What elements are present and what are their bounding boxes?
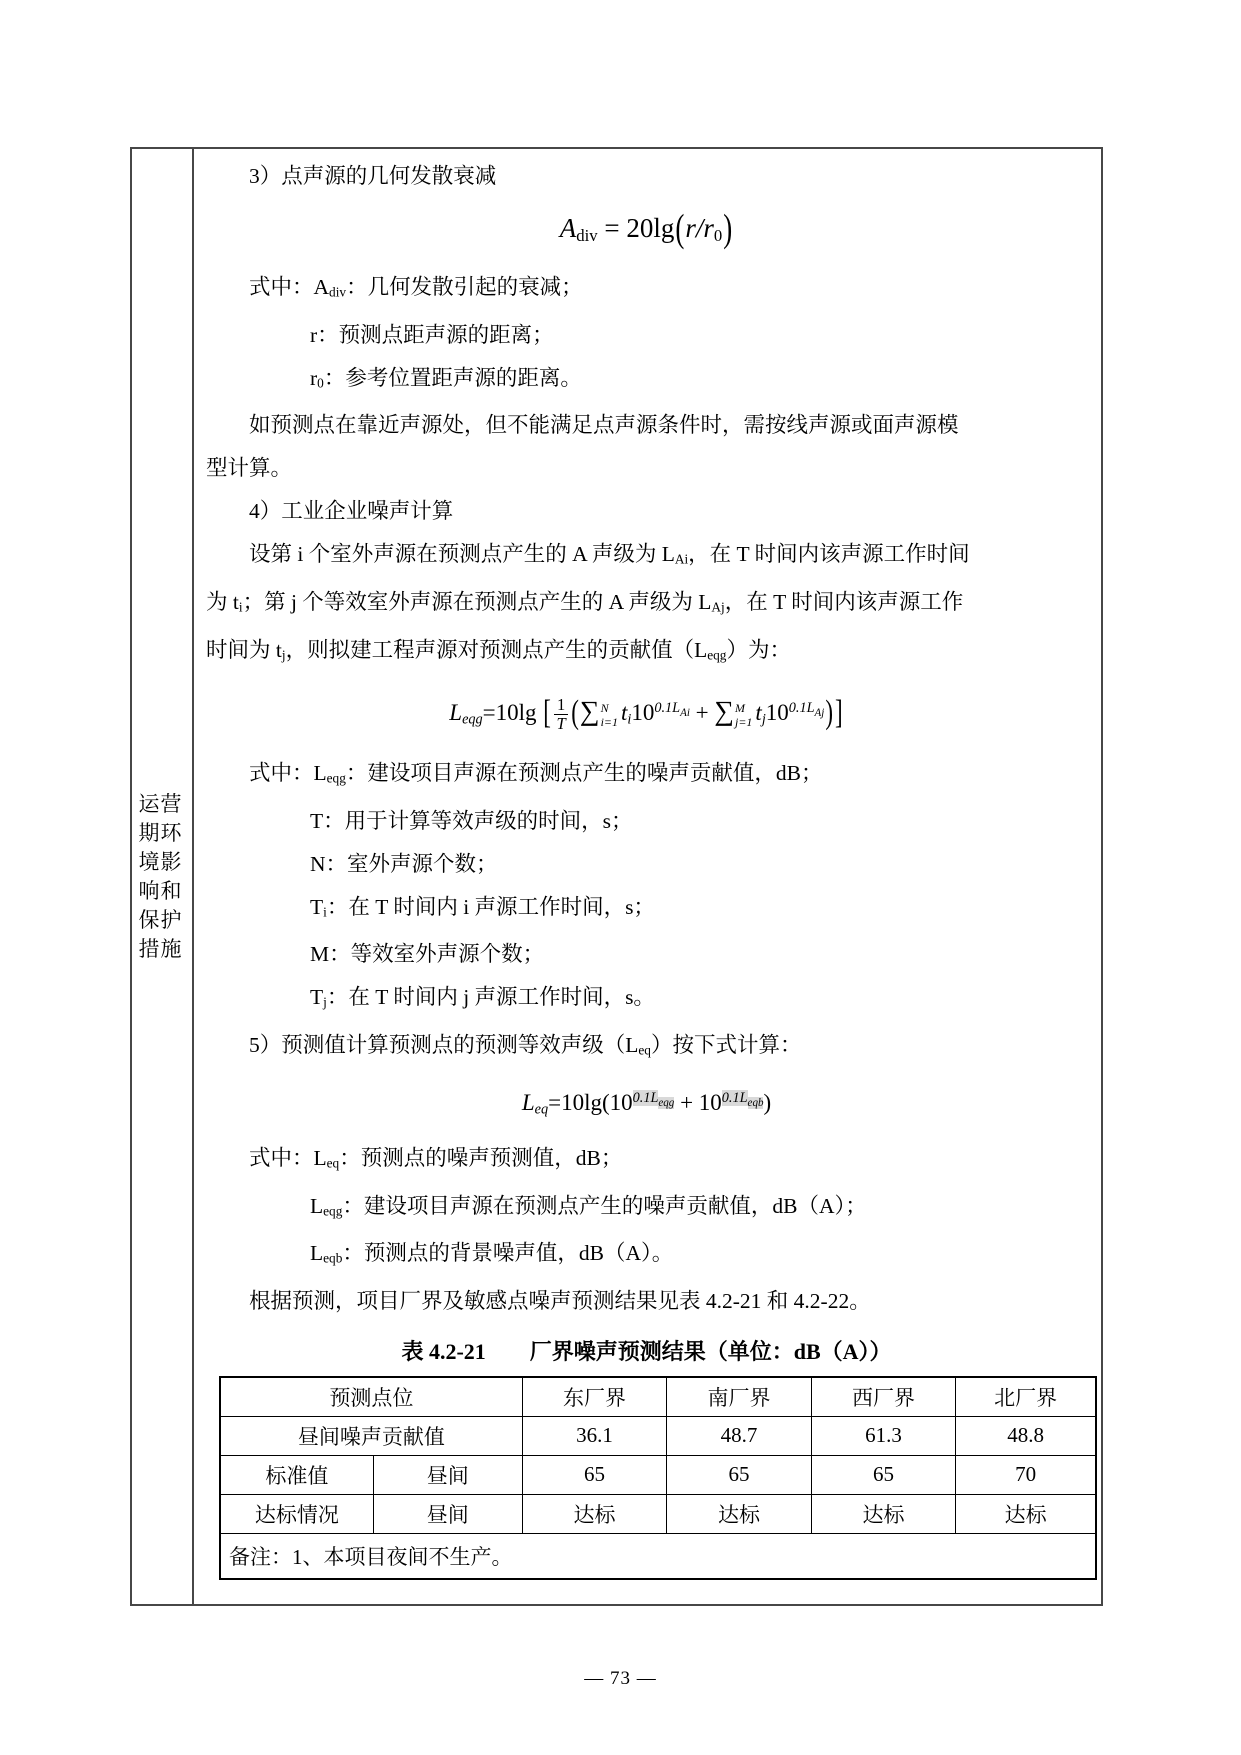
header-cell: 北厂界 — [956, 1377, 1096, 1417]
table-row — [220, 1377, 1096, 1417]
table-title: 表 4.2-21 厂界噪声预测结果（单位：dB（A）） — [401, 1338, 892, 1364]
row-label-cell: 标准值 — [220, 1455, 373, 1494]
value-cell: 达标 — [522, 1494, 667, 1533]
value-cell: 达标 — [811, 1494, 956, 1533]
table-row — [220, 1455, 1096, 1494]
noise-prediction-table — [219, 1376, 1097, 1580]
section-row-label: 运营期环境影响和保护措施 — [138, 791, 183, 961]
text-line: $r_0$：参考位置距声源的距离。 — [310, 365, 582, 391]
text-line: $T_j$：在 T 时间内 j 声源工作时间，s。 — [310, 985, 655, 1010]
value-cell: 48.8 — [956, 1416, 1096, 1455]
text-line: 型计算。 — [206, 456, 293, 481]
report-table-frame — [130, 147, 1103, 1606]
text-line: 式中：$A_{div}$：几何发散引起的衰减； — [249, 275, 583, 300]
period-cell: 昼间 — [373, 1494, 522, 1533]
text-line: $L_{eqg}$：建设项目声源在预测点产生的噪声贡献值，dB（A）； — [310, 1193, 867, 1219]
text-line: 5）预测值计算预测点的预测等效声级$(L_{eq})$按下式计算： — [249, 1032, 802, 1058]
text-line: r：预测点距声源的距离； — [310, 322, 554, 347]
value-cell: 达标 — [667, 1494, 812, 1533]
text-line: 如预测点在靠近声源处，但不能满足点声源条件时，需按线声源或面声源模 — [249, 413, 959, 438]
note-cell: 备注：1、本项目夜间不生产。 — [220, 1533, 1096, 1579]
formula-predicted-level: $Leq=10\lg(10^{0.1L}eqg + 10^{0.1L}eqb)$ — [521, 1090, 772, 1118]
text-line: 时间为 $t_j$，则拟建工程声源对预测点产生的贡献值$(L_{eqg})$为： — [206, 637, 791, 663]
text-line: $T_i$：在 T 时间内 i 声源工作时间，s； — [310, 894, 655, 920]
value-cell: 36.1 — [522, 1416, 667, 1455]
value-cell: 70 — [956, 1455, 1096, 1494]
header-cell: 预测点位 — [220, 1377, 522, 1417]
value-cell: 61.3 — [811, 1416, 956, 1455]
page-number: — 73 — — [584, 1668, 657, 1689]
text-line: 设第 i 个室外声源在预测点产生的 A 声级为 $L_{Ai}$，在 T 时间内该声源工作时间 — [249, 542, 970, 568]
text-line: 式中：$L_{eqg}$：建设项目声源在预测点产生的噪声贡献值，dB； — [249, 760, 823, 786]
value-cell: 达标 — [956, 1494, 1096, 1533]
value-cell: 65 — [522, 1455, 667, 1494]
formula-equivalent-contribution: Leqg=10lg [ $\frac{1}{T}$ (∑ N i=1 $ti10^{0.1L}Ai$ + ∑ M j=1 $tj10^{0.1L}Aj$)] — [449, 694, 843, 733]
value-cell: 65 — [667, 1455, 812, 1494]
section-content — [194, 149, 1101, 1604]
value-cell: 65 — [811, 1455, 956, 1494]
text-line: 3）点声源的几何发散衰减 — [249, 164, 497, 188]
text-line: 4）工业企业噪声计算 — [249, 499, 454, 524]
text-line: 式中：$L_{eq}$：预测点的噪声预测值，dB； — [249, 1145, 623, 1171]
header-cell: 南厂界 — [667, 1377, 812, 1417]
value-cell: 48.7 — [667, 1416, 812, 1455]
text-line: N：室外声源个数； — [310, 851, 498, 876]
formula-geometric-divergence: Adiv = 20lg(r/r0) — [559, 206, 733, 250]
row-label-cell: 达标情况 — [220, 1494, 373, 1533]
text-line: M：等效室外声源个数； — [310, 942, 545, 967]
table-row — [220, 1533, 1096, 1579]
table-row — [220, 1416, 1096, 1455]
table-row — [220, 1494, 1096, 1533]
text-line: 为 $t_i$；第 j 个等效室外声源在预测点产生的 A 声级为 $L_{Aj}$，在 T 时间内该声源工作 — [206, 590, 964, 615]
text-line: 根据预测，项目厂界及敏感点噪声预测结果见表 4.2-21 和 4.2-22。 — [249, 1288, 871, 1313]
row-label-cell: 昼间噪声贡献值 — [220, 1416, 522, 1455]
row-label-column — [132, 149, 194, 1604]
header-cell: 西厂界 — [811, 1377, 956, 1417]
period-cell: 昼间 — [373, 1455, 522, 1494]
text-line: $L_{eqb}$：预测点的背景噪声值，dB（A）。 — [310, 1241, 674, 1266]
text-line: T：用于计算等效声级的时间，s； — [310, 808, 633, 833]
header-cell: 东厂界 — [522, 1377, 667, 1417]
